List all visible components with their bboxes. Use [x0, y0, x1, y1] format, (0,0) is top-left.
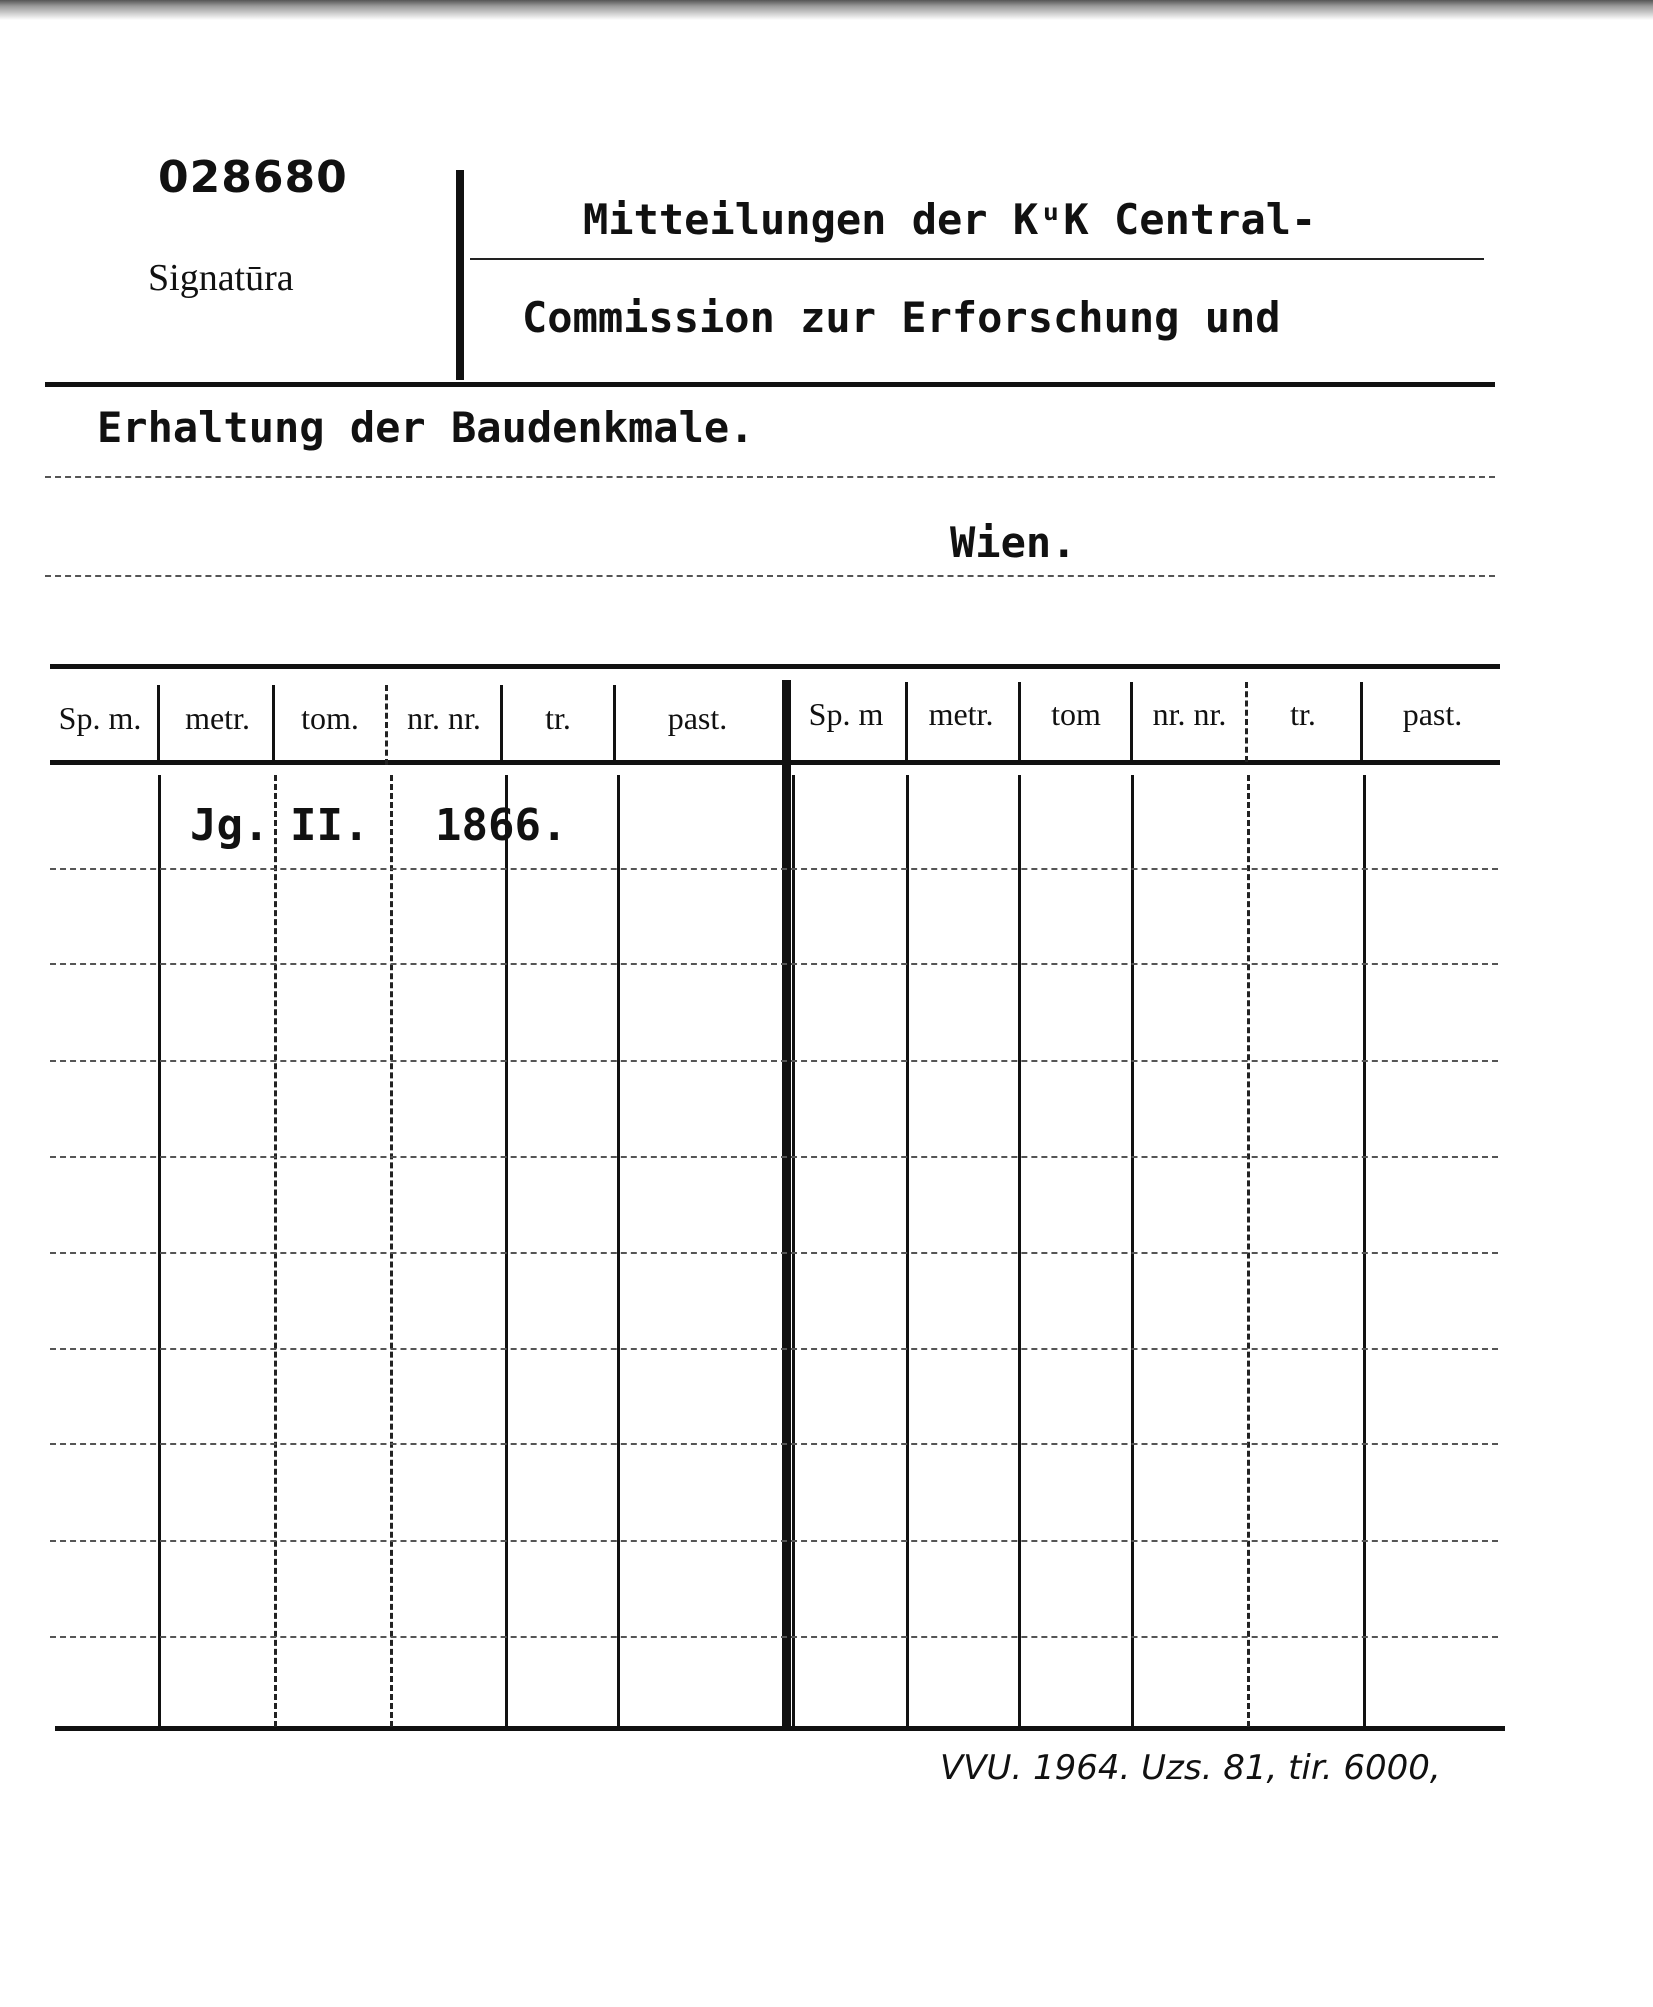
table-header-rule: [50, 760, 1500, 765]
table-top-rule: [50, 664, 1500, 669]
header-col-line: [1018, 682, 1021, 762]
body-col-line: [1131, 775, 1134, 1727]
table-center-separator: [782, 680, 791, 1728]
table-row-line: [50, 1252, 1498, 1254]
header-tr-right: tr.: [1290, 696, 1316, 732]
table-row-line: [50, 1060, 1498, 1062]
paper-top-edge: [0, 0, 1653, 22]
row1-tom-value: II.: [290, 800, 370, 851]
place-of-publication: Wien.: [950, 518, 1077, 567]
body-col-line: [1363, 775, 1366, 1727]
header-tom-right: tom: [1051, 696, 1101, 732]
body-col-line: [1018, 775, 1021, 1727]
signature-number: 028680: [158, 152, 348, 203]
body-col-line: [390, 775, 393, 1727]
table-row-line: [50, 868, 1498, 870]
header-col-line: [1130, 682, 1133, 762]
body-col-line: [158, 775, 161, 1727]
signature-label: Signatūra: [148, 257, 294, 299]
header-tr-left: tr.: [545, 700, 571, 736]
title-rule-3: [45, 476, 1495, 478]
header-col-line: [613, 685, 616, 765]
header-tom-left: tom.: [301, 700, 359, 736]
header-nrnr-right: nr. nr.: [1152, 696, 1227, 732]
header-col-line: [1360, 682, 1363, 762]
body-col-line: [792, 775, 795, 1727]
body-col-line: [1247, 775, 1250, 1727]
table-row-line: [50, 1636, 1498, 1638]
handwritten-note: VVU. 1964. Uzs. 81, tir. 6000,: [940, 1748, 1441, 1788]
header-divider: [456, 170, 464, 380]
header-metr-right: metr.: [928, 696, 994, 732]
table-bottom-rule: [55, 1726, 1505, 1731]
body-col-line: [274, 775, 277, 1727]
header-sp-m-left: Sp. m.: [58, 700, 142, 736]
table-row-line: [50, 1443, 1498, 1445]
header-col-line: [385, 685, 388, 765]
table-row-line: [50, 963, 1498, 965]
row1-nrnr-value: 1866.: [435, 800, 568, 851]
table-row-line: [50, 1348, 1498, 1350]
title-rule-2: [45, 382, 1495, 387]
title-rule-4: [45, 575, 1495, 577]
body-col-line: [906, 775, 909, 1727]
header-col-line: [1245, 682, 1248, 762]
title-line-1: Mitteilungen der KᵘK Central-: [583, 195, 1317, 244]
header-nrnr-left: nr. nr.: [407, 700, 481, 736]
title-line-3: Erhaltung der Baudenkmale.: [97, 403, 755, 452]
header-col-line: [500, 685, 503, 765]
row1-metr-value: Jg.: [190, 800, 270, 851]
table-row-line: [50, 1156, 1498, 1158]
body-col-line: [617, 775, 620, 1727]
title-rule-1: [470, 258, 1484, 260]
header-metr-left: metr.: [185, 700, 250, 736]
title-line-2: Commission zur Erforschung und: [522, 293, 1281, 342]
table-row-line: [50, 1540, 1498, 1542]
header-col-line: [157, 685, 160, 765]
header-col-line: [905, 682, 908, 762]
body-col-line: [505, 775, 508, 1727]
header-past-right: past.: [1402, 696, 1463, 732]
header-past-left: past.: [667, 700, 728, 736]
header-col-line: [272, 685, 275, 765]
header-sp-m-right: Sp. m: [808, 696, 884, 732]
